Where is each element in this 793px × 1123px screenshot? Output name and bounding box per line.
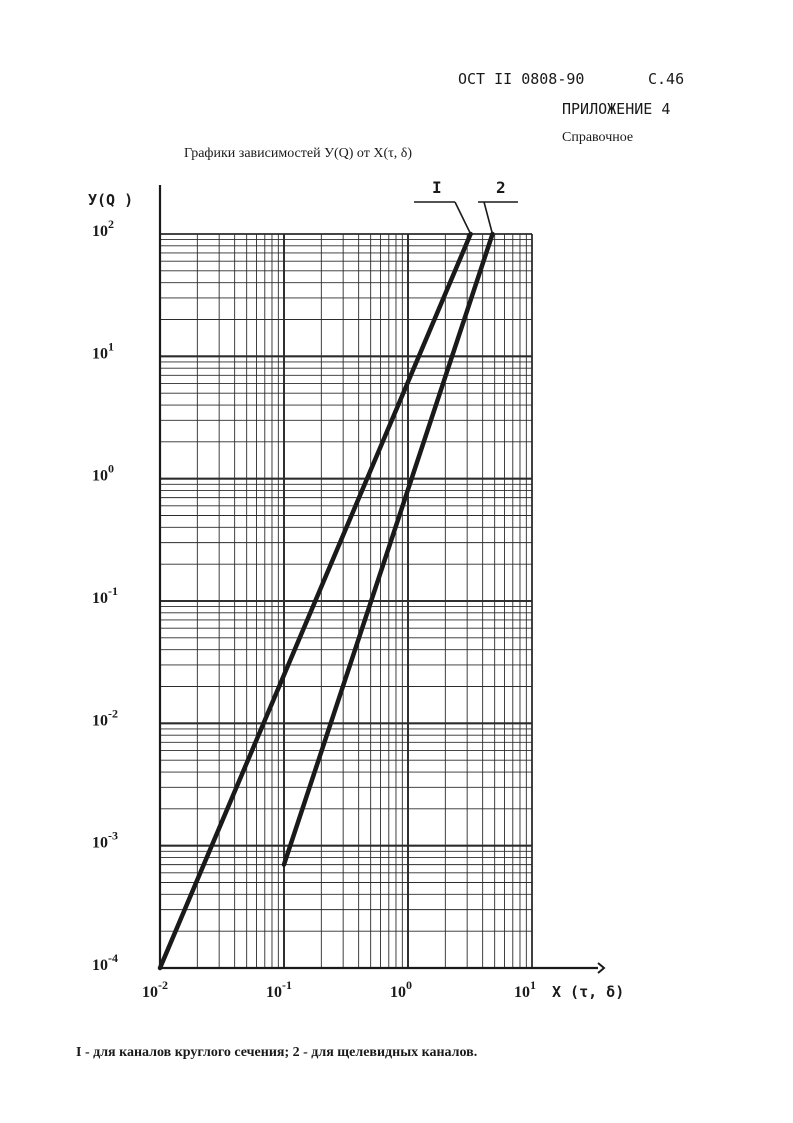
chart-axes <box>160 185 604 973</box>
x-tick-label: $10^{-1}$ <box>266 978 292 1001</box>
y-tick-label: $10^{-3}$ <box>92 828 118 852</box>
y-tick-label: $10^2$ <box>92 217 114 240</box>
y-tick-label: $10^{-1}$ <box>92 584 118 607</box>
series-label-2: 2 <box>496 178 506 197</box>
y-tick-label: $10^0$ <box>92 461 114 485</box>
y-axis-label: У(Q ) <box>88 191 134 209</box>
x-axis-label: Х (τ, δ) <box>552 983 625 1001</box>
appendix-label: ПРИЛОЖЕНИЕ 4 <box>562 100 671 118</box>
x-tick-label: $10^{-2}$ <box>142 978 168 1001</box>
y-tick-label: $10^{-2}$ <box>92 706 118 730</box>
x-tick-label: $10^0$ <box>390 978 412 1001</box>
page-number: С.46 <box>648 70 685 88</box>
series-line-2 <box>284 234 493 865</box>
series-leader-line <box>455 202 471 234</box>
reference-label: Справочное <box>562 130 634 145</box>
chart-labels <box>88 178 624 1001</box>
y-tick-label: $10^{-4}$ <box>92 951 118 974</box>
series-leader-line <box>484 202 492 234</box>
series-label-1: I <box>432 178 442 197</box>
y-tick-label: $10^1$ <box>92 339 114 363</box>
x-axis-arrow <box>598 963 604 973</box>
x-tick-label: $10^1$ <box>514 978 536 1001</box>
chart-grid <box>160 234 532 968</box>
document-code: ОСТ II 0808-90 <box>458 70 585 88</box>
figure-caption: I - для каналов круглого сечения; 2 - для щелевидных каналов. <box>76 1045 478 1060</box>
chart-title: Графики зависимостей У(Q) от Х(τ, δ) <box>184 146 413 161</box>
